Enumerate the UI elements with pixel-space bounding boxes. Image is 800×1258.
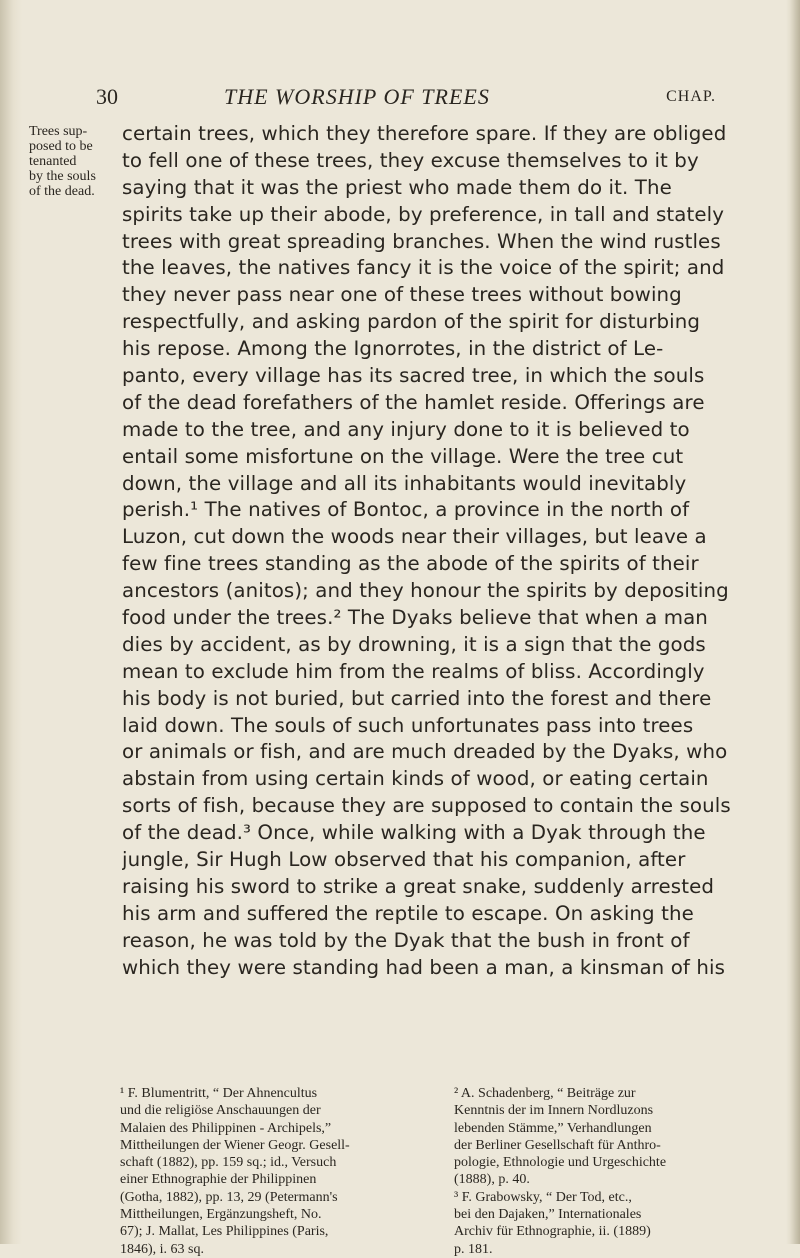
body-line: certain trees, which they therefore spare. If they are obliged: [122, 122, 727, 145]
body-line: his body is not buried, but carried into the forest and there: [122, 686, 712, 710]
margin-note-line: Trees sup-: [29, 124, 88, 139]
body-line: panto, every village has its sacred tree, in which the souls: [122, 364, 705, 388]
footnote-line: 1846), i. 63 sq.: [120, 1241, 204, 1257]
footnote-line: Malaien des Philippinen - Archipels,”: [120, 1120, 332, 1136]
body-line: entail some misfortune on the village. Were the tree cut: [122, 444, 684, 468]
body-line: the leaves, the natives fancy it is the voice of the spirit; and: [122, 256, 725, 280]
body-line: they never pass near one of these trees without bowing: [122, 283, 682, 307]
body-line: few fine trees standing as the abode of the spirits of their: [122, 552, 699, 576]
footnote-line: ³ F. Grabowsky, “ Der Tod, etc.,: [454, 1189, 632, 1205]
footnote-line: bei den Dajaken,” Internationales: [454, 1207, 642, 1223]
page-edge-left: [0, 0, 22, 1244]
body-line: his arm and suffered the reptile to escape. On asking the: [122, 901, 694, 925]
body-line: respectfully, and asking pardon of the spirit for disturbing: [122, 310, 701, 334]
running-head: [96, 84, 716, 114]
margin-note-line: tenanted: [29, 154, 77, 169]
body-line: reason, he was told by the Dyak that the bush in front of: [122, 928, 690, 952]
footnote-line: p. 181.: [454, 1241, 493, 1257]
page-number: 30: [96, 84, 118, 109]
footnote-line: und die religiöse Anschauungen der: [120, 1103, 321, 1119]
body-line: abstain from using certain kinds of wood, or eating certain: [122, 767, 709, 791]
body-line: sorts of fish, because they are supposed to contain the souls: [122, 794, 731, 818]
body-line: trees with great spreading branches. When the wind rustles: [122, 229, 721, 253]
margin-note-line: by the souls: [29, 169, 96, 184]
footnote-line: ¹ F. Blumentritt, “ Der Ahnencultus: [120, 1086, 318, 1101]
body-line: or animals or fish, and are much dreaded by the Dyaks, who: [122, 740, 728, 764]
body-line: down, the village and all its inhabitants would inevitably: [122, 471, 687, 495]
footnotes-left-column: [120, 1085, 428, 1258]
footnote-line: pologie, Ethnologie und Urgeschichte: [454, 1155, 667, 1171]
body-line: his repose. Among the Ignorrotes, in the district of Le-: [122, 337, 664, 361]
chapter-label: CHAP.: [666, 88, 716, 105]
body-line: dies by accident, as by drowning, it is a sign that the gods: [122, 632, 706, 656]
footnote-line: Kenntnis der im Innern Nordluzons: [454, 1103, 654, 1119]
margin-note-line: posed to be: [29, 139, 93, 154]
footnote-line: lebenden Stämme,” Verhandlungen: [454, 1120, 652, 1136]
body-line: made to the tree, and any injury done to it is believed to: [122, 417, 690, 441]
running-title: THE WORSHIP OF TREES: [224, 84, 490, 109]
footnote-line: Archiv für Ethnographie, ii. (1889): [454, 1224, 651, 1240]
footnote-line: der Berliner Gesellschaft für Anthro-: [454, 1137, 661, 1153]
footnote-line: (Gotha, 1882), pp. 13, 29 (Petermann's: [120, 1189, 338, 1205]
footnotes: [120, 1085, 780, 1257]
body-line: to fell one of these trees, they excuse themselves to it by: [122, 148, 699, 172]
body-line: laid down. The souls of such unfortunates pass into trees: [122, 713, 694, 737]
footnote-line: Mittheilungen, Ergänzungsheft, No.: [120, 1207, 322, 1223]
footnote-line: Mittheilungen der Wiener Geogr. Gesell-: [120, 1137, 350, 1153]
body-line: ancestors (anitos); and they honour the spirits by depositing: [122, 579, 729, 603]
footnote-line: ² A. Schadenberg, “ Beiträge zur: [454, 1086, 636, 1101]
body-line: jungle, Sir Hugh Low observed that his companion, after: [122, 848, 686, 872]
body-line: of the dead.³ Once, while walking with a Dyak through the: [122, 821, 706, 845]
margin-note-line: of the dead.: [29, 184, 95, 199]
footnotes-right-column: [454, 1085, 762, 1258]
body-line: saying that it was the priest who made them do it. The: [122, 175, 672, 199]
body-line: perish.¹ The natives of Bontoc, a province in the north of: [122, 498, 690, 522]
margin-note: [29, 124, 121, 199]
body-line: raising his sword to strike a great snake, suddenly arrested: [122, 874, 714, 898]
footnote-line: 67); J. Mallat, Les Philippines (Paris,: [120, 1224, 329, 1240]
body-text: [122, 121, 772, 982]
body-line: spirits take up their abode, by preference, in tall and stately: [122, 202, 724, 226]
page-edge-right: [786, 0, 800, 1244]
footnote-line: (1888), p. 40.: [454, 1172, 530, 1188]
body-line: food under the trees.² The Dyaks believe that when a man: [122, 606, 708, 630]
body-line: Luzon, cut down the woods near their villages, but leave a: [122, 525, 707, 549]
body-line: which they were standing had been a man, a kinsman of his: [122, 955, 725, 979]
footnote-line: schaft (1882), pp. 159 sq.; id., Versuch: [120, 1155, 337, 1171]
footnote-line: einer Ethnographie der Philippinen: [120, 1172, 317, 1188]
body-line: mean to exclude him from the realms of bliss. Accordingly: [122, 659, 705, 683]
body-line: of the dead forefathers of the hamlet reside. Offerings are: [122, 390, 705, 414]
